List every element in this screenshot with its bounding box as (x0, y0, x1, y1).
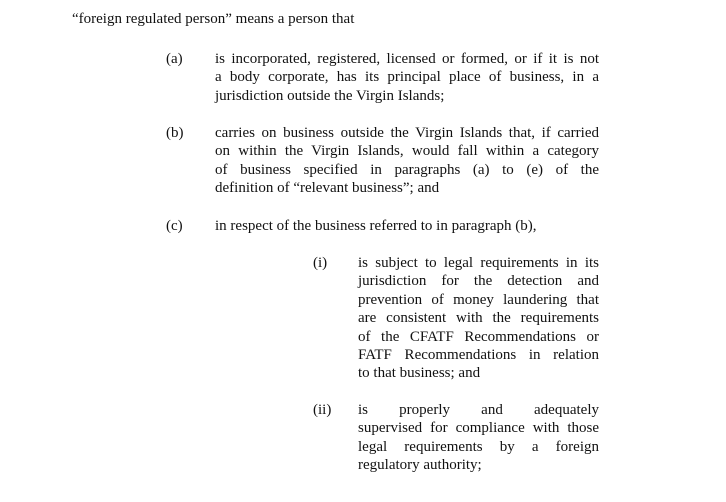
text-line: FATF Recommendations in relation (358, 346, 599, 363)
text-line: prevention of money laundering that (358, 291, 599, 308)
paragraph-marker: (b) (166, 125, 184, 141)
text-line: is properly and adequately (358, 402, 599, 418)
definition-intro: “foreign regulated person” means a person that (72, 11, 355, 27)
subparagraph-marker: (i) (313, 255, 328, 271)
text-line: carries on business outside the Virgin Islands that, if carried (215, 125, 599, 141)
text-line: is subject to legal requirements in its (358, 255, 599, 271)
text-line: of business specified in paragraphs (a) to (e) of the (215, 161, 599, 178)
text-line: to that business; and (358, 365, 481, 382)
paragraph-marker: (a) (166, 51, 183, 67)
paragraph-marker: (c) (166, 218, 183, 234)
subparagraph-text (358, 254, 599, 383)
text-line: regulatory authority; (358, 457, 482, 474)
text-line: definition of “relevant business”; and (215, 180, 440, 197)
subparagraph-text (358, 401, 599, 475)
text-line: of the CFATF Recommendations or (358, 328, 599, 345)
text-line: are consistent with the requirements (358, 310, 599, 327)
text-line: on within the Virgin Islands, would fall within a category (215, 143, 599, 160)
text-line: legal requirements by a foreign (358, 438, 599, 455)
paragraph-text (215, 50, 599, 105)
text-line: jurisdiction outside the Virgin Islands; (215, 87, 445, 104)
text-line: supervised for compliance with those (358, 420, 599, 437)
text-line: is incorporated, registered, licensed or formed, or if it is not (215, 51, 599, 67)
paragraph-text (215, 124, 599, 198)
text-line: a body corporate, has its principal place of business, in a (215, 69, 599, 86)
paragraph-text (215, 217, 599, 235)
text-line: jurisdiction for the detection and (358, 273, 599, 290)
subparagraph-marker: (ii) (313, 402, 332, 418)
text-line: in respect of the business referred to in paragraph (b), (215, 218, 537, 234)
